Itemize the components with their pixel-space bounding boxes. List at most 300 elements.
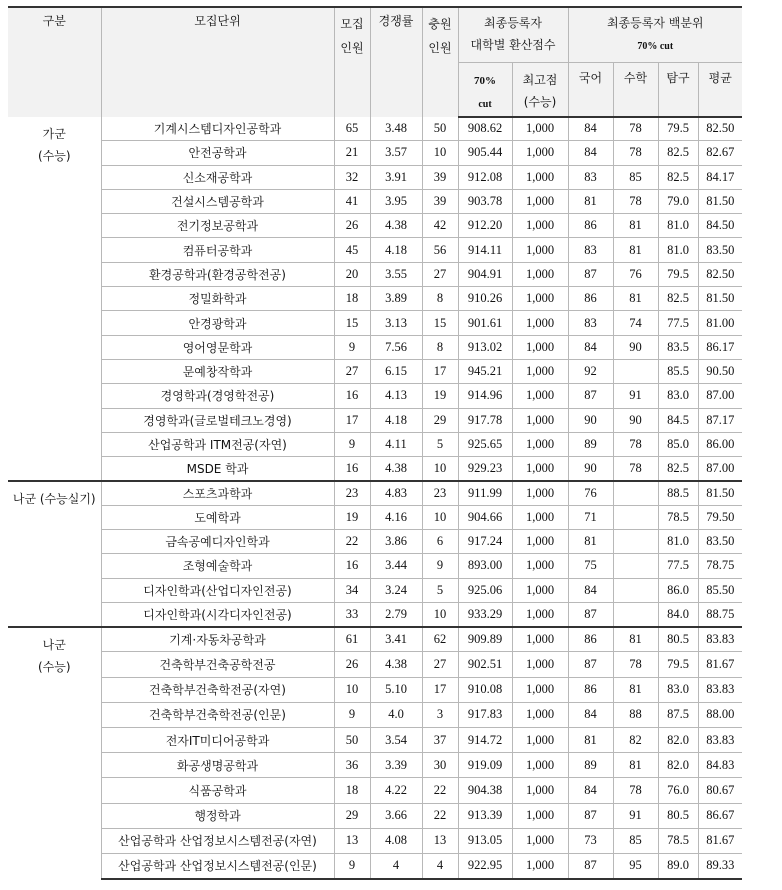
cell-extra: 5 <box>422 578 458 602</box>
cell-extra: 6 <box>422 530 458 554</box>
cell-quota: 27 <box>334 359 370 383</box>
cell-average: 80.67 <box>698 778 742 803</box>
cell-max: 1,000 <box>512 853 568 878</box>
cell-max: 1,000 <box>512 165 568 189</box>
cell-korean: 90 <box>568 457 613 481</box>
cell-unit: 산업공학과 산업정보시스템전공(인문) <box>101 853 334 878</box>
cell-cut70: 911.99 <box>458 481 512 505</box>
admission-results-table-wrapper <box>8 6 742 880</box>
cell-quota: 23 <box>334 481 370 505</box>
cell-average: 83.83 <box>698 677 742 702</box>
cell-extra: 37 <box>422 727 458 752</box>
cell-unit: 산업공학과 산업정보시스템전공(자연) <box>101 828 334 853</box>
header-max-line1: 최고점 <box>522 72 558 87</box>
admission-results-table <box>8 6 742 880</box>
cell-inquiry: 84.5 <box>658 408 698 432</box>
cell-cut70: 904.66 <box>458 505 512 529</box>
cell-max: 1,000 <box>512 457 568 481</box>
cell-competition: 3.95 <box>370 189 422 213</box>
cell-cut70: 925.65 <box>458 432 512 456</box>
cell-extra: 17 <box>422 359 458 383</box>
cell-max: 1,000 <box>512 702 568 727</box>
cell-competition: 4.38 <box>370 457 422 481</box>
cell-unit: MSDE 학과 <box>101 457 334 481</box>
cell-math <box>613 578 658 602</box>
cell-korean: 76 <box>568 481 613 505</box>
cell-extra: 27 <box>422 652 458 677</box>
cell-quota: 21 <box>334 141 370 165</box>
cell-inquiry: 80.5 <box>658 627 698 652</box>
cell-korean: 84 <box>568 778 613 803</box>
cell-math: 91 <box>613 384 658 408</box>
cell-extra: 19 <box>422 384 458 408</box>
cell-max: 1,000 <box>512 481 568 505</box>
cell-unit: 문예창작학과 <box>101 359 334 383</box>
cell-average: 81.00 <box>698 311 742 335</box>
group-label-line2: (수능) <box>37 148 71 163</box>
cell-quota: 61 <box>334 627 370 652</box>
table-row <box>8 481 742 505</box>
cell-unit: 안전공학과 <box>101 141 334 165</box>
cell-average: 87.00 <box>698 457 742 481</box>
table-row <box>8 141 742 165</box>
cell-math: 78 <box>613 117 658 141</box>
cell-unit: 경영학과(글로벌테크노경영) <box>101 408 334 432</box>
cell-cut70: 912.20 <box>458 214 512 238</box>
cell-extra: 39 <box>422 165 458 189</box>
cell-unit: 디자인학과(산업디자인전공) <box>101 578 334 602</box>
cell-average: 90.50 <box>698 359 742 383</box>
cell-average: 78.75 <box>698 554 742 578</box>
cell-cut70: 914.11 <box>458 238 512 262</box>
cell-quota: 19 <box>334 505 370 529</box>
cell-max: 1,000 <box>512 335 568 359</box>
cell-math: 81 <box>613 753 658 778</box>
cell-korean: 83 <box>568 311 613 335</box>
cell-max: 1,000 <box>512 505 568 529</box>
cell-cut70: 913.39 <box>458 803 512 828</box>
group-label <box>8 627 101 879</box>
cell-unit: 전자IT미디어공학과 <box>101 727 334 752</box>
table-row <box>8 117 742 141</box>
cell-inquiry: 78.5 <box>658 505 698 529</box>
cell-extra: 22 <box>422 803 458 828</box>
header-percentile-title: 최종등록자 백분위 <box>606 16 704 30</box>
cell-max: 1,000 <box>512 554 568 578</box>
cell-cut70: 908.62 <box>458 117 512 141</box>
cell-quota: 22 <box>334 530 370 554</box>
cell-competition: 4.16 <box>370 505 422 529</box>
header-average: 평균 <box>698 62 742 117</box>
cell-unit: 정밀화학과 <box>101 287 334 311</box>
cell-average: 81.50 <box>698 189 742 213</box>
table-row <box>8 432 742 456</box>
cell-competition: 6.15 <box>370 359 422 383</box>
cell-quota: 50 <box>334 727 370 752</box>
cell-math: 78 <box>613 652 658 677</box>
cell-average: 84.83 <box>698 753 742 778</box>
cell-average: 83.83 <box>698 727 742 752</box>
cell-average: 82.50 <box>698 262 742 286</box>
cell-unit: 식품공학과 <box>101 778 334 803</box>
cell-math: 88 <box>613 702 658 727</box>
cell-extra: 62 <box>422 627 458 652</box>
cell-quota: 9 <box>334 702 370 727</box>
cell-cut70: 945.21 <box>458 359 512 383</box>
cell-quota: 16 <box>334 457 370 481</box>
cell-max: 1,000 <box>512 359 568 383</box>
header-inquiry: 탐구 <box>658 62 698 117</box>
cell-average: 83.50 <box>698 238 742 262</box>
cell-competition: 4.38 <box>370 652 422 677</box>
cell-korean: 86 <box>568 214 613 238</box>
cell-average: 84.17 <box>698 165 742 189</box>
cell-average: 82.50 <box>698 117 742 141</box>
cell-average: 88.75 <box>698 602 742 626</box>
cell-math <box>613 481 658 505</box>
group-label-line1: 가군 <box>42 126 66 141</box>
header-max <box>512 62 568 117</box>
cell-extra: 3 <box>422 702 458 727</box>
cell-competition: 4.18 <box>370 408 422 432</box>
cell-math: 76 <box>613 262 658 286</box>
cell-math: 90 <box>613 335 658 359</box>
cell-korean: 73 <box>568 828 613 853</box>
table-row <box>8 778 742 803</box>
cell-competition: 3.91 <box>370 165 422 189</box>
cell-math <box>613 359 658 383</box>
cell-average: 82.67 <box>698 141 742 165</box>
cell-unit: 기계·자동차공학과 <box>101 627 334 652</box>
cell-extra: 10 <box>422 141 458 165</box>
cell-unit: 경영학과(경영학전공) <box>101 384 334 408</box>
cell-quota: 65 <box>334 117 370 141</box>
cell-unit: 건축학부건축학전공(인문) <box>101 702 334 727</box>
cell-quota: 20 <box>334 262 370 286</box>
header-quota-line2: 인원 <box>340 41 364 55</box>
cell-math <box>613 530 658 554</box>
cell-cut70: 914.96 <box>458 384 512 408</box>
cell-unit: 안경광학과 <box>101 311 334 335</box>
cell-extra: 30 <box>422 753 458 778</box>
table-row <box>8 753 742 778</box>
cell-max: 1,000 <box>512 652 568 677</box>
cell-korean: 89 <box>568 432 613 456</box>
cell-korean: 86 <box>568 627 613 652</box>
cell-average: 81.50 <box>698 287 742 311</box>
cell-max: 1,000 <box>512 189 568 213</box>
cell-korean: 83 <box>568 238 613 262</box>
cell-competition: 4.18 <box>370 238 422 262</box>
cell-quota: 15 <box>334 311 370 335</box>
cell-competition: 4.83 <box>370 481 422 505</box>
header-cut70-line2: cut <box>478 98 492 110</box>
cell-unit: 행정학과 <box>101 803 334 828</box>
cell-competition: 4.38 <box>370 214 422 238</box>
cell-math: 74 <box>613 311 658 335</box>
cell-max: 1,000 <box>512 311 568 335</box>
cell-math: 81 <box>613 627 658 652</box>
cell-math: 78 <box>613 432 658 456</box>
cell-inquiry: 78.5 <box>658 828 698 853</box>
cell-inquiry: 79.5 <box>658 262 698 286</box>
cell-unit: 스포츠과학과 <box>101 481 334 505</box>
table-row <box>8 238 742 262</box>
group-label-line1: 나군 <box>42 637 66 652</box>
header-quota <box>334 7 370 117</box>
cell-competition: 3.13 <box>370 311 422 335</box>
cell-math: 95 <box>613 853 658 878</box>
cell-max: 1,000 <box>512 432 568 456</box>
cell-quota: 9 <box>334 335 370 359</box>
cell-competition: 4.13 <box>370 384 422 408</box>
cell-korean: 75 <box>568 554 613 578</box>
table-row <box>8 602 742 626</box>
cell-competition: 3.66 <box>370 803 422 828</box>
header-quota-line1: 모집 <box>340 17 364 31</box>
cell-extra: 23 <box>422 481 458 505</box>
cell-average: 84.50 <box>698 214 742 238</box>
cell-math <box>613 554 658 578</box>
cell-competition: 3.55 <box>370 262 422 286</box>
cell-korean: 87 <box>568 652 613 677</box>
cell-math: 81 <box>613 238 658 262</box>
cell-quota: 16 <box>334 384 370 408</box>
cell-math: 85 <box>613 828 658 853</box>
header-percentile-sub: 70% cut <box>637 41 674 52</box>
cell-average: 81.50 <box>698 481 742 505</box>
header-final-score-line1: 최종등록자 <box>484 16 542 30</box>
cell-competition: 4.22 <box>370 778 422 803</box>
table-row <box>8 359 742 383</box>
cell-inquiry: 86.0 <box>658 578 698 602</box>
table-row <box>8 578 742 602</box>
cell-quota: 33 <box>334 602 370 626</box>
cell-math: 78 <box>613 141 658 165</box>
table-row <box>8 287 742 311</box>
cell-korean: 71 <box>568 505 613 529</box>
cell-max: 1,000 <box>512 141 568 165</box>
cell-quota: 18 <box>334 778 370 803</box>
cell-unit: 디자인학과(시각디자인전공) <box>101 602 334 626</box>
cell-quota: 9 <box>334 432 370 456</box>
cell-quota: 41 <box>334 189 370 213</box>
header-korean: 국어 <box>568 62 613 117</box>
cell-competition: 3.48 <box>370 117 422 141</box>
cell-inquiry: 82.0 <box>658 727 698 752</box>
cell-average: 86.17 <box>698 335 742 359</box>
cell-cut70: 904.38 <box>458 778 512 803</box>
cell-cut70: 922.95 <box>458 853 512 878</box>
cell-unit: 영어영문학과 <box>101 335 334 359</box>
table-body <box>8 117 742 879</box>
cell-cut70: 902.51 <box>458 652 512 677</box>
cell-math <box>613 505 658 529</box>
cell-korean: 84 <box>568 141 613 165</box>
cell-max: 1,000 <box>512 408 568 432</box>
cell-unit: 산업공학과 ITM전공(자연) <box>101 432 334 456</box>
cell-competition: 3.57 <box>370 141 422 165</box>
cell-inquiry: 77.5 <box>658 554 698 578</box>
cell-korean: 87 <box>568 262 613 286</box>
cell-quota: 9 <box>334 853 370 878</box>
header-cut70 <box>458 62 512 117</box>
cell-unit: 화공생명공학과 <box>101 753 334 778</box>
cell-quota: 18 <box>334 287 370 311</box>
cell-extra: 27 <box>422 262 458 286</box>
cell-competition: 3.39 <box>370 753 422 778</box>
table-row <box>8 335 742 359</box>
cell-average: 86.00 <box>698 432 742 456</box>
cell-inquiry: 88.5 <box>658 481 698 505</box>
cell-korean: 81 <box>568 530 613 554</box>
table-row <box>8 853 742 878</box>
cell-math: 91 <box>613 803 658 828</box>
cell-average: 86.67 <box>698 803 742 828</box>
cell-inquiry: 79.0 <box>658 189 698 213</box>
header-gubun: 구분 <box>8 7 101 117</box>
table-row <box>8 262 742 286</box>
header-unit: 모집단위 <box>101 7 334 117</box>
cell-inquiry: 79.5 <box>658 652 698 677</box>
cell-quota: 32 <box>334 165 370 189</box>
cell-unit: 전기정보공학과 <box>101 214 334 238</box>
group-label-line1: 나군 (수능실기) <box>12 491 96 506</box>
cell-extra: 50 <box>422 117 458 141</box>
cell-inquiry: 87.5 <box>658 702 698 727</box>
cell-max: 1,000 <box>512 262 568 286</box>
cell-inquiry: 84.0 <box>658 602 698 626</box>
cell-cut70: 893.00 <box>458 554 512 578</box>
cell-unit: 건축학부건축공학전공 <box>101 652 334 677</box>
cell-inquiry: 81.0 <box>658 214 698 238</box>
cell-cut70: 904.91 <box>458 262 512 286</box>
table-row <box>8 384 742 408</box>
table-row <box>8 311 742 335</box>
cell-cut70: 901.61 <box>458 311 512 335</box>
cell-quota: 16 <box>334 554 370 578</box>
cell-cut70: 909.89 <box>458 627 512 652</box>
cell-cut70: 905.44 <box>458 141 512 165</box>
cell-korean: 84 <box>568 578 613 602</box>
cell-competition: 3.89 <box>370 287 422 311</box>
cell-inquiry: 83.0 <box>658 384 698 408</box>
cell-cut70: 933.29 <box>458 602 512 626</box>
cell-quota: 26 <box>334 214 370 238</box>
cell-max: 1,000 <box>512 384 568 408</box>
header-math: 수학 <box>613 62 658 117</box>
group-label <box>8 117 101 481</box>
cell-quota: 13 <box>334 828 370 853</box>
cell-max: 1,000 <box>512 778 568 803</box>
cell-extra: 9 <box>422 554 458 578</box>
cell-korean: 90 <box>568 408 613 432</box>
cell-unit: 기계시스템디자인공학과 <box>101 117 334 141</box>
table-row <box>8 652 742 677</box>
cell-max: 1,000 <box>512 117 568 141</box>
cell-math: 78 <box>613 778 658 803</box>
cell-cut70: 910.08 <box>458 677 512 702</box>
cell-extra: 10 <box>422 602 458 626</box>
cell-cut70: 913.05 <box>458 828 512 853</box>
table-header <box>8 7 742 117</box>
cell-extra: 10 <box>422 457 458 481</box>
table-row <box>8 554 742 578</box>
table-row <box>8 627 742 652</box>
table-row <box>8 702 742 727</box>
cell-korean: 84 <box>568 117 613 141</box>
cell-max: 1,000 <box>512 214 568 238</box>
cell-cut70: 917.83 <box>458 702 512 727</box>
cell-inquiry: 83.5 <box>658 335 698 359</box>
header-cut70-line1: 70% <box>474 74 496 87</box>
table-row <box>8 803 742 828</box>
cell-korean: 84 <box>568 335 613 359</box>
cell-extra: 17 <box>422 677 458 702</box>
cell-unit: 조형예술학과 <box>101 554 334 578</box>
cell-math: 81 <box>613 214 658 238</box>
cell-math <box>613 602 658 626</box>
cell-inquiry: 81.0 <box>658 530 698 554</box>
table-row <box>8 677 742 702</box>
cell-extra: 8 <box>422 335 458 359</box>
cell-cut70: 917.78 <box>458 408 512 432</box>
cell-competition: 7.56 <box>370 335 422 359</box>
cell-cut70: 910.26 <box>458 287 512 311</box>
header-extra-line2: 인원 <box>428 41 452 55</box>
cell-max: 1,000 <box>512 828 568 853</box>
cell-inquiry: 89.0 <box>658 853 698 878</box>
cell-max: 1,000 <box>512 287 568 311</box>
cell-cut70: 925.06 <box>458 578 512 602</box>
cell-competition: 3.86 <box>370 530 422 554</box>
header-final-score-line2: 대학별 환산점수 <box>470 38 556 52</box>
cell-inquiry: 85.5 <box>658 359 698 383</box>
cell-inquiry: 82.5 <box>658 287 698 311</box>
table-row <box>8 189 742 213</box>
table-row <box>8 828 742 853</box>
cell-unit: 건설시스템공학과 <box>101 189 334 213</box>
group-label <box>8 481 101 627</box>
cell-korean: 87 <box>568 853 613 878</box>
cell-quota: 29 <box>334 803 370 828</box>
cell-quota: 10 <box>334 677 370 702</box>
cell-cut70: 914.72 <box>458 727 512 752</box>
cell-korean: 86 <box>568 677 613 702</box>
cell-competition: 4 <box>370 853 422 878</box>
cell-quota: 34 <box>334 578 370 602</box>
cell-average: 79.50 <box>698 505 742 529</box>
cell-competition: 3.54 <box>370 727 422 752</box>
cell-quota: 26 <box>334 652 370 677</box>
cell-inquiry: 79.5 <box>658 117 698 141</box>
cell-inquiry: 85.0 <box>658 432 698 456</box>
cell-unit: 컴퓨터공학과 <box>101 238 334 262</box>
cell-korean: 87 <box>568 602 613 626</box>
table-row <box>8 214 742 238</box>
cell-max: 1,000 <box>512 627 568 652</box>
table-row <box>8 727 742 752</box>
cell-competition: 4.08 <box>370 828 422 853</box>
header-max-line2: (수능) <box>523 94 557 109</box>
cell-korean: 92 <box>568 359 613 383</box>
cell-extra: 15 <box>422 311 458 335</box>
cell-quota: 17 <box>334 408 370 432</box>
cell-cut70: 903.78 <box>458 189 512 213</box>
cell-extra: 39 <box>422 189 458 213</box>
cell-extra: 22 <box>422 778 458 803</box>
cell-max: 1,000 <box>512 238 568 262</box>
